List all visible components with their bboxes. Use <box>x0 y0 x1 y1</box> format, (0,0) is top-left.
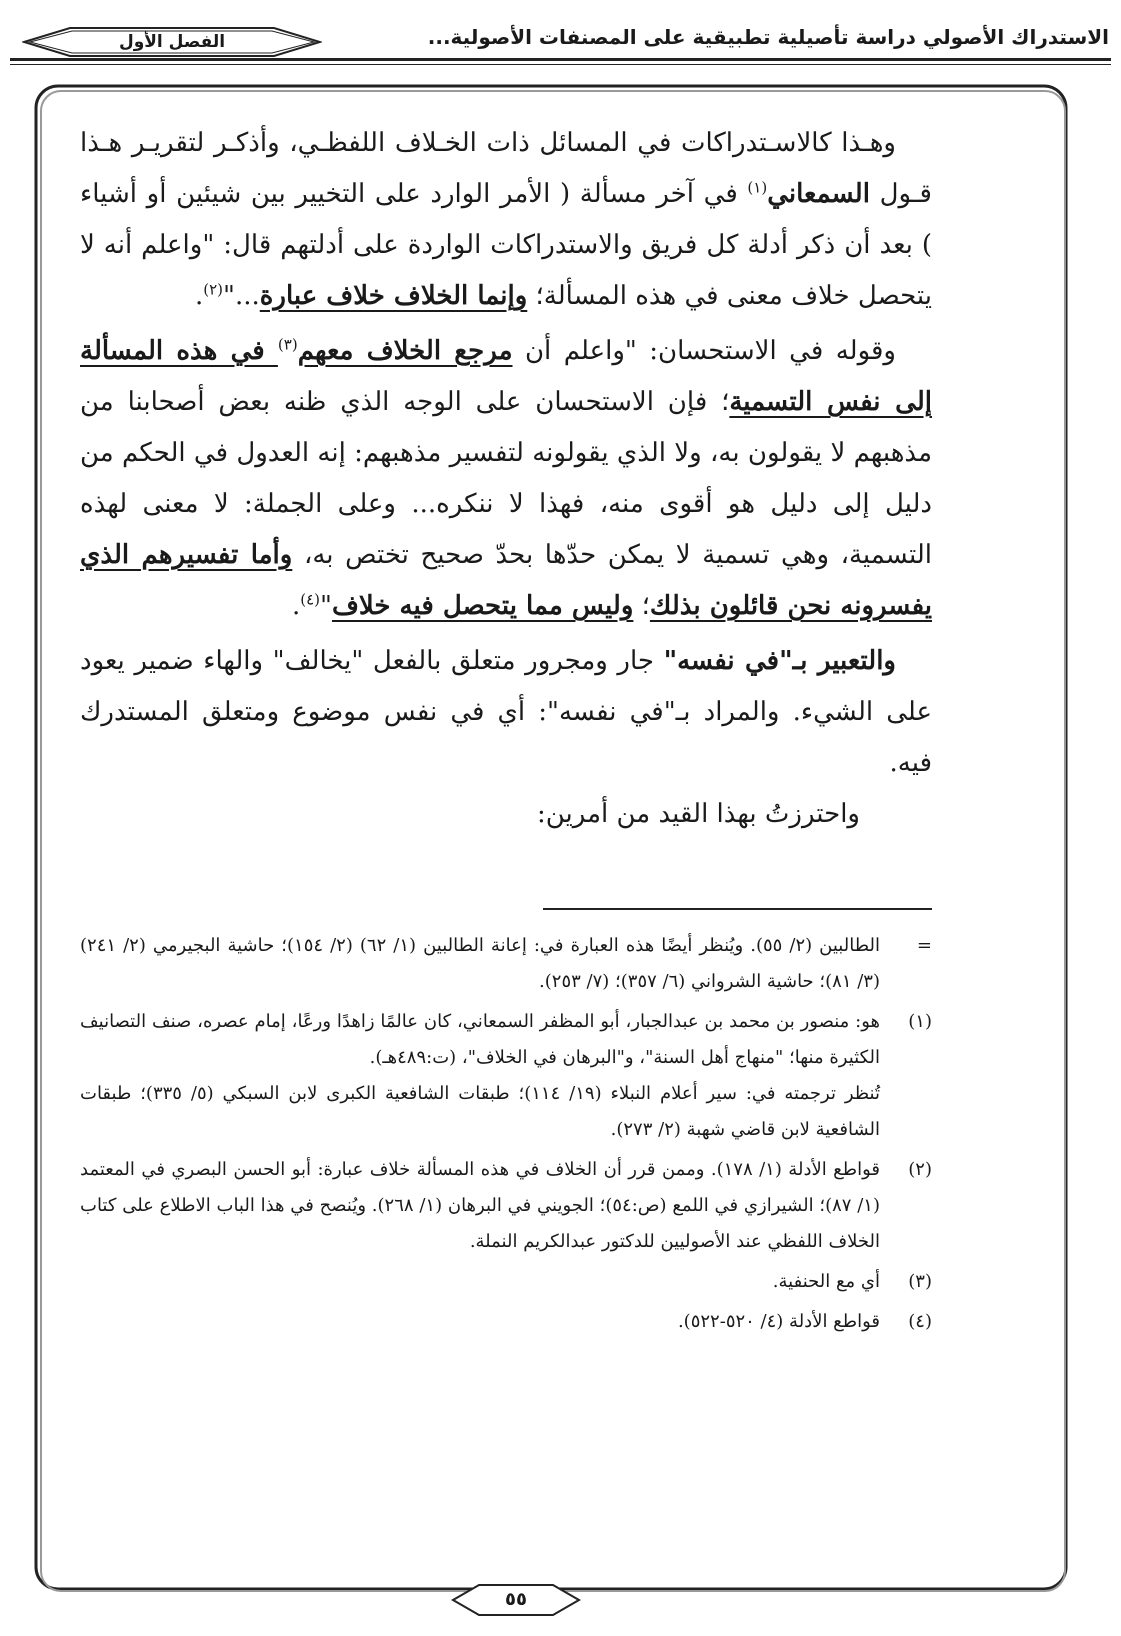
chapter-label: الفصل الأول <box>118 32 226 52</box>
footnotes <box>80 928 932 1344</box>
footnote-marker-continued: = <box>916 935 932 956</box>
page-number: ٥٥ <box>505 1589 527 1610</box>
p2-underlined-2: في هذه المسألة إلى نفس التسمية <box>80 336 932 417</box>
header-rule-thin <box>10 64 1111 65</box>
paragraph-2 <box>80 326 932 632</box>
footnote-2 <box>80 1152 932 1260</box>
footnote-text: الطالبين (٢/ ٥٥). ويُنظر أيضًا هذه العبارة في: إعانة الطالبين (١/ ٦٢) (٢/ ١٥٤)؛ حاشية البجيرمي (٢/ ٢٤١) (٣/ ٨١)؛ حاشية الشرواني (٦/ ٣٥٧)؛ (٧/ ٢٥٣). <box>80 935 880 992</box>
paragraph-3 <box>80 636 932 789</box>
footnote-ref-4[interactable]: (٤) <box>300 590 320 609</box>
footnote-text: تُنظر ترجمته في: سير أعلام النبلاء (١٩/ ١١٤)؛ طبقات الشافعية الكبرى لابن السبكي (٥/ ٣٣٥)؛ طبقات الشافعية لابن قاضي شهبة (٢/ ٢٧٣). <box>80 1083 880 1140</box>
footnote-separator <box>543 908 932 910</box>
p2-underlined-4: وليس مما يتحصل فيه خلاف <box>331 591 634 621</box>
p1-text-4: . <box>194 281 204 311</box>
chapter-tag <box>22 26 322 58</box>
footnote-number[interactable]: (٣) <box>908 1271 932 1292</box>
footnote-text: أي مع الحنفية. <box>772 1271 880 1292</box>
p1-underlined-quote: وإنما الخلاف خلاف عبارة <box>259 281 528 311</box>
p3-text: جار ومجرور متعلق بالفعل "يخالف" والهاء ضمير يعود على الشيء. والمراد بـ"في نفسه": أي في نفس موضوع ومتعلق المستدرك فيه. <box>80 646 932 778</box>
p2-text-3: ؛ <box>633 591 650 621</box>
p1-text-2: في آخر مسألة ( الأمر الوارد على التخيير بين شيئين أو أشياء ) بعد أن ذكر أدلة كل فريق والاستدراكات الواردة على أدلتهم قال: "واعلم أنه لا يتحصل خلاف معنى في هذه المسألة؛ <box>80 179 932 311</box>
footnote-1 <box>80 1004 932 1076</box>
footnote-number[interactable]: (٢) <box>908 1159 932 1180</box>
footnote-ref-2[interactable]: (٢) <box>203 280 223 299</box>
p2-underlined-1: مرجع الخلاف معهم <box>297 336 513 366</box>
footnote-1-continued <box>80 1076 932 1148</box>
p4-text: واحترزتُ بهذا القيد من أمرين: <box>536 799 860 829</box>
p1-bold-samani: السمعاني <box>767 179 870 209</box>
p1-text-3: ..." <box>223 281 260 311</box>
footnote-text: قواطع الأدلة (١/ ١٧٨). وممن قرر أن الخلاف في هذه المسألة خلاف عبارة: أبو الحسن البصري في المعتمد (١/ ٨٧)؛ الشيرازي في اللمع (ص:٥٤)؛ الجويني في البرهان (١/ ٢٦٨). ويُنصح في هذا الباب الاطلاع على كتاب الخلاف اللفظي عند الأصوليين للدكتور عبدالكريم النملة. <box>80 1159 880 1252</box>
footnote-ref-1[interactable]: (١) <box>747 178 768 197</box>
p1-text-1: وهـذا كالاسـتدراكات في المسائل ذات الخـلاف اللفظـي، وأذكـر لتقريـر هـذا قـول <box>80 128 932 209</box>
p2-text-2: ؛ فإن الاستحسان على الوجه الذي ظنه بعض أصحابنا من مذهبهم لا يقولون به، ولا الذي يقولونه لتفسير مذهبهم: إنه العدول في الحكم من دليل إلى دليل هو أقوى منه، فهذا لا ننكره... وعلى الجملة: لا معنى لهذه التسمية، وهي تسمية لا يمكن حدّها بحدّ صحيح تختص به، <box>80 387 932 570</box>
footnote-4 <box>80 1304 932 1340</box>
footnote-text: قواطع الأدلة (٤/ ٥٢٠-٥٢٢). <box>677 1311 880 1332</box>
footnote-number[interactable]: (١) <box>908 1011 932 1032</box>
page-number-badge <box>451 1582 581 1618</box>
p2-text-1: وقوله في الاستحسان: "واعلم أن <box>512 336 896 366</box>
header-rule <box>10 58 1111 61</box>
p2-text-5: . <box>291 591 301 621</box>
footnote-ref-3[interactable]: (٣) <box>277 335 298 354</box>
running-title: الاستدراك الأصولي دراسة تأصيلية تطبيقية على المصنفات الأصولية... <box>427 25 1109 49</box>
footnote-3 <box>80 1264 932 1300</box>
footnote-continued <box>80 928 932 1000</box>
p3-bold-lead: والتعبير بـ"في نفسه" <box>663 646 896 676</box>
footnote-text: هو: منصور بن محمد بن عبدالجبار، أبو المظفر السمعاني، كان عالمًا زاهدًا ورعًا، إمام عصره، صنف التصانيف الكثيرة منها؛ "منهاج أهل السنة"، و"البرهان في الخلاف"، (ت:٤٨٩هـ). <box>80 1011 880 1068</box>
paragraph-4 <box>80 789 932 840</box>
p2-underlined-3: وأما تفسيرهم الذي يفسرونه نحن قائلون بذلك <box>80 540 932 621</box>
p2-text-4: " <box>320 591 332 621</box>
paragraph-1 <box>80 118 932 322</box>
main-text <box>80 118 932 840</box>
footnote-number[interactable]: (٤) <box>908 1311 932 1332</box>
